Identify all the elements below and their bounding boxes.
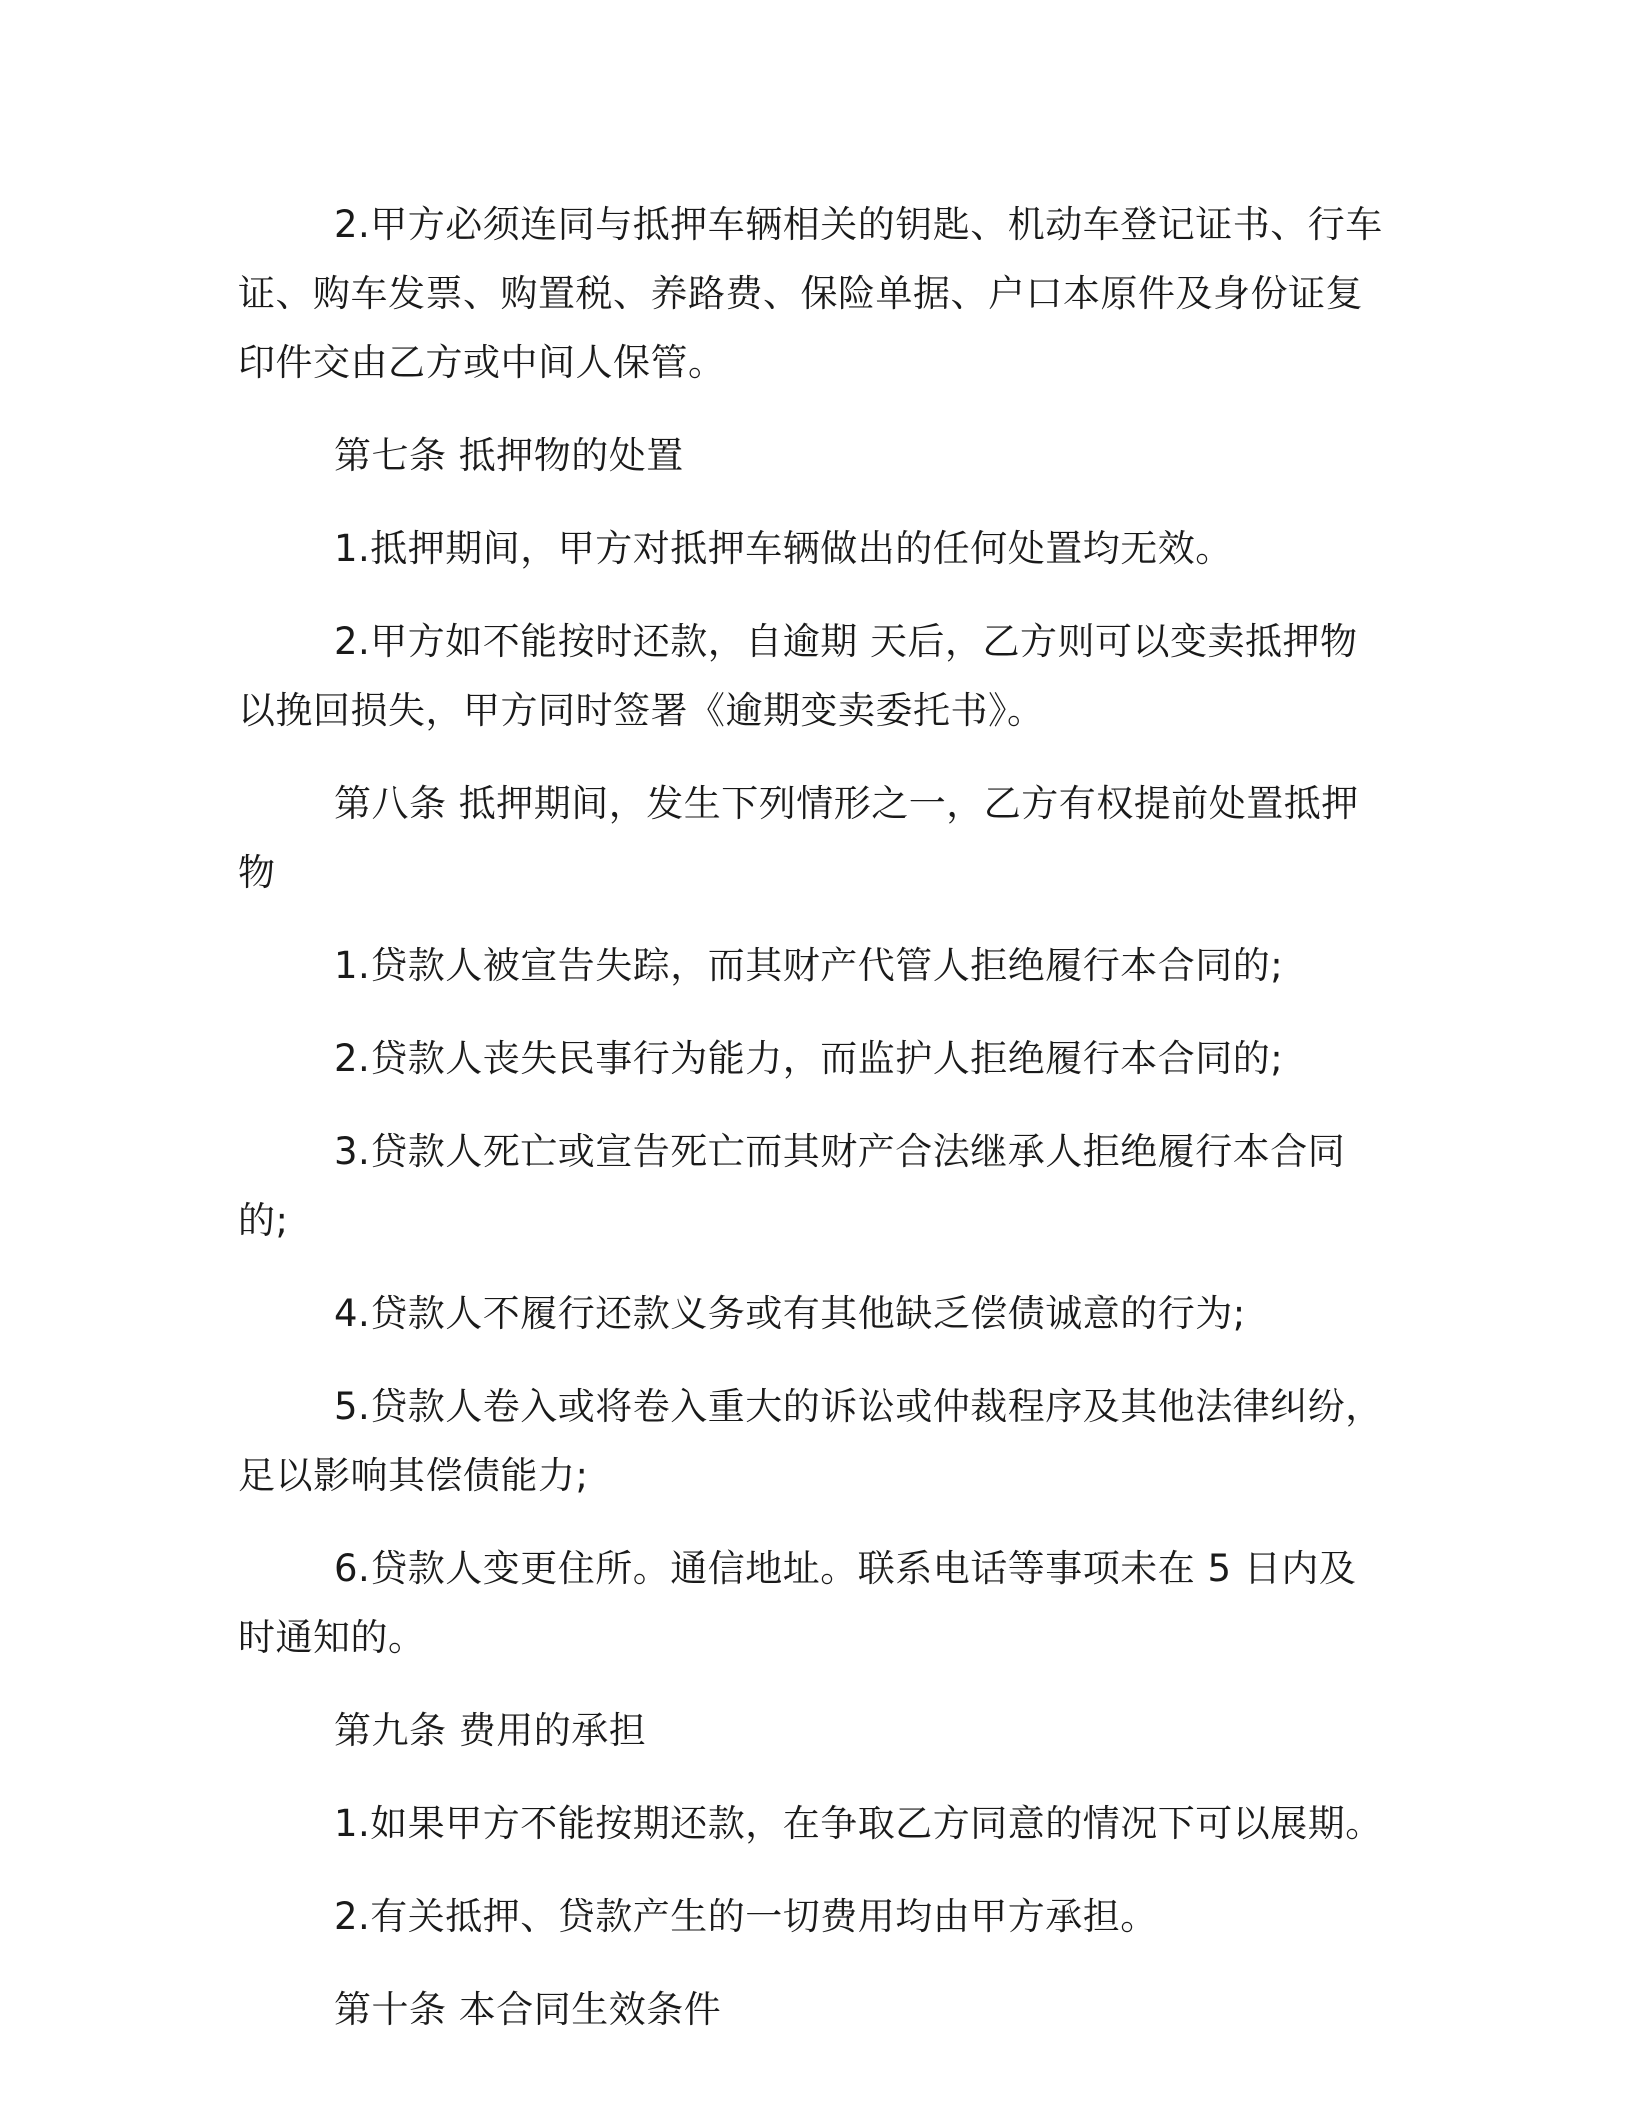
document-body: [238, 190, 1388, 2068]
clause-7-item-2: 2.甲方如不能按时还款，自逾期 天后，乙方则可以变卖抵押物以挽回损失，甲方同时签署《逾期变卖委托书》。: [238, 620, 1358, 732]
clause-8-item-6: 6.贷款人变更住所。通信地址。联系电话等事项未在 5 日内及时通知的。: [238, 1547, 1357, 1659]
clause-8-item-4: 4.贷款人不履行还款义务或有其他缺乏偿债诚意的行为;: [334, 1292, 1246, 1335]
clause-8-item-3: 3.贷款人死亡或宣告死亡而其财产合法继承人拒绝履行本合同的;: [238, 1130, 1346, 1242]
clause-9-item-2: 2.有关抵押、贷款产生的一切费用均由甲方承担。: [334, 1895, 1158, 1938]
clause-8-item-5: 5.贷款人卷入或将卷入重大的诉讼或仲裁程序及其他法律纠纷，足以影响其偿债能力;: [238, 1385, 1383, 1497]
article-8-heading: 第八条 抵押期间，发生下列情形之一，乙方有权提前处置抵押物: [238, 782, 1359, 894]
clause-6-item-2: 2.甲方必须连同与抵押车辆相关的钥匙、机动车登记证书、行车证、购车发票、购置税、养路费、保险单据、户口本原件及身份证复印件交由乙方或中间人保管。: [238, 203, 1383, 384]
article-10-heading: 第十条 本合同生效条件: [334, 1988, 722, 2031]
clause-8-item-1: 1.贷款人被宣告失踪，而其财产代管人拒绝履行本合同的;: [334, 944, 1284, 987]
clause-8-item-2: 2.贷款人丧失民事行为能力，而监护人拒绝履行本合同的;: [334, 1037, 1284, 1080]
article-9-heading: 第九条 费用的承担: [334, 1709, 647, 1752]
article-7-heading: 第七条 抵押物的处置: [334, 434, 684, 477]
clause-7-item-1: 1.抵押期间，甲方对抵押车辆做出的任何处置均无效。: [334, 527, 1233, 570]
clause-9-item-1: 1.如果甲方不能按期还款，在争取乙方同意的情况下可以展期。: [334, 1802, 1383, 1845]
